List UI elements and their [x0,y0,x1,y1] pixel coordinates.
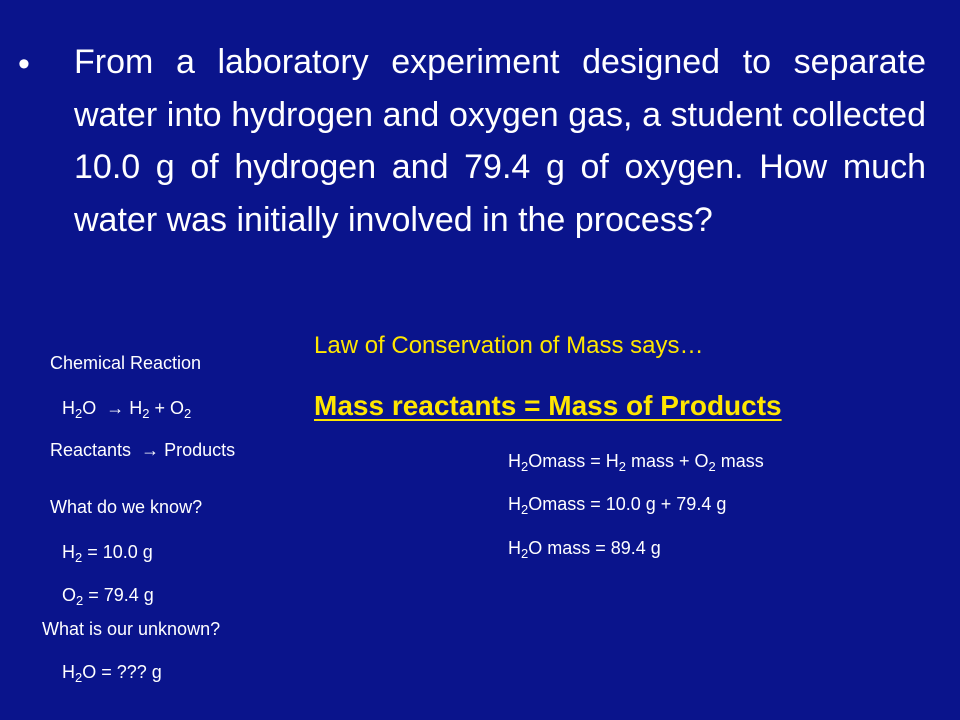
bullet-icon: • [18,45,30,83]
question-text: From a laboratory experiment designed to separate water into hydrogen and oxygen gas, a student collected 10.0 g of hydrogen and 79.4 g of oxygen. How much water was initially involved in the process? [74,43,926,239]
reaction-equation: $H_2O \to H_2 + O_2$ [62,398,192,421]
equation-line-2: $H_2Omass = 10.0$ g + 79.4 g [508,494,727,517]
equation-line-1: $H_2Omass = H_2$ mass + $O_2$ mass [508,451,764,474]
known-o2: $O_2 = 79.4$ g [62,585,154,608]
arrow-icon: → [106,398,125,418]
known-h2: $H_2 = 10.0$ g [62,542,153,565]
what-do-we-know-label: What do we know? [50,497,203,517]
unknown-label: What is our unknown? [42,619,221,639]
unknown-h2o: $H_2O$ = ??? g [62,662,162,685]
law-heading: Law of Conservation of Mass says… [314,332,704,359]
reactants-products-line: Reactants → Products [50,440,236,460]
chemical-reaction-label: Chemical Reaction [50,353,202,373]
arrow-icon: → [141,440,160,460]
equation-line-3: $H_2O$ mass = 89.4 g [508,538,661,561]
mass-equation-title: Mass reactants = Mass of Products [314,390,782,421]
